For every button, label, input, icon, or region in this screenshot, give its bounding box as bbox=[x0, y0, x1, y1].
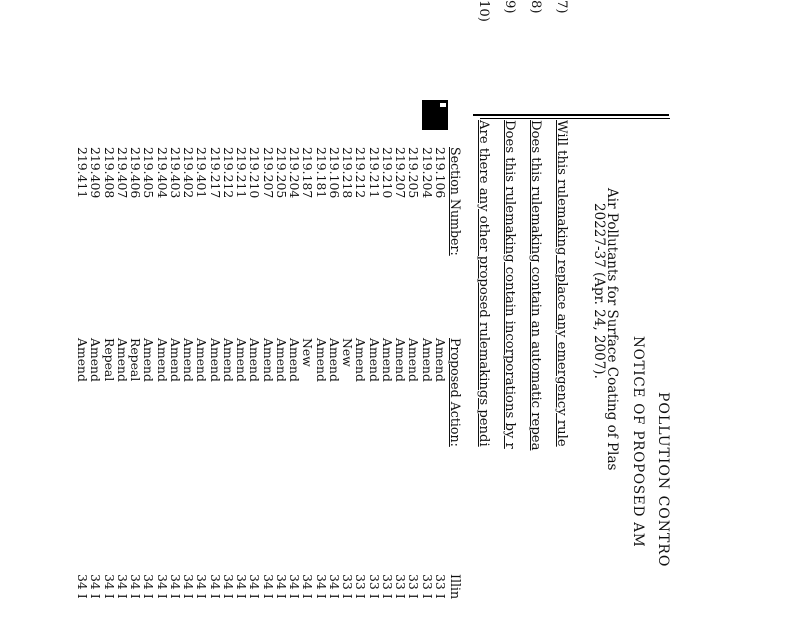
register-cell: 34 I bbox=[88, 574, 104, 599]
citation-line: 20227-37 (Apr. 24, 2007). bbox=[591, 203, 607, 379]
proposed-action-cell: Amend bbox=[207, 338, 223, 382]
register-cell: 34 I bbox=[141, 574, 157, 599]
register-cell: 34 I bbox=[327, 574, 342, 599]
section-number-cell: 219.404 bbox=[154, 147, 170, 199]
register-cell: 34 I bbox=[75, 574, 91, 599]
proposed-action-cell: Amend bbox=[247, 338, 263, 382]
question-number: 7) bbox=[554, 0, 569, 14]
register-header: Illin bbox=[448, 574, 463, 600]
proposed-action-cell: Amend bbox=[260, 338, 276, 382]
section-number-cell: 219.210 bbox=[247, 147, 263, 199]
proposed-action-header: Proposed Action: bbox=[448, 338, 463, 447]
question-text: Will this rulemaking replace any emergency rule bbox=[554, 120, 569, 447]
proposed-action-cell: Amend bbox=[419, 338, 435, 382]
section-number-cell: 219.405 bbox=[141, 147, 157, 199]
notice-heading: NOTICE OF PROPOSED AM bbox=[630, 336, 646, 548]
register-cell: 34 I bbox=[168, 574, 183, 599]
question-text: Does this rulemaking contain an automatic repea bbox=[528, 120, 543, 451]
proposed-action-cell: Amend bbox=[393, 338, 409, 382]
section-number-cell: 219.212 bbox=[353, 147, 369, 199]
register-cell: 34 I bbox=[247, 574, 263, 599]
proposed-action-cell: Amend bbox=[327, 338, 342, 382]
proposed-action-cell: Amend bbox=[353, 338, 369, 382]
proposed-action-cell: Repeal bbox=[128, 338, 144, 382]
register-cell: 34 I bbox=[194, 574, 210, 599]
section-number-cell: 219.401 bbox=[194, 147, 210, 199]
section-number-cell: 219.205 bbox=[274, 147, 289, 199]
section-number-cell: 219.204 bbox=[419, 147, 435, 199]
section-number-cell: 219.106 bbox=[327, 147, 342, 199]
register-cell: 33 I bbox=[340, 574, 356, 599]
document-title: POLLUTION CONTRO bbox=[655, 392, 671, 568]
register-cell: 34 I bbox=[128, 574, 144, 599]
scan-rule bbox=[473, 114, 669, 116]
proposed-action-cell: Amend bbox=[154, 338, 170, 382]
proposed-action-cell: Amend bbox=[234, 338, 250, 382]
proposed-action-cell: Amend bbox=[406, 338, 422, 382]
proposed-action-cell: Amend bbox=[168, 338, 183, 382]
proposed-action-cell: Repeal bbox=[101, 338, 117, 382]
proposed-action-cell: New bbox=[300, 338, 316, 367]
register-cell: 33 I bbox=[419, 574, 435, 599]
register-cell: 33 I bbox=[433, 574, 448, 599]
register-cell: 33 I bbox=[353, 574, 369, 599]
register-cell: 34 I bbox=[274, 574, 289, 599]
register-cell: 34 I bbox=[221, 574, 236, 599]
proposed-action-cell: Amend bbox=[88, 338, 104, 382]
section-number-cell: 219.207 bbox=[393, 147, 409, 199]
section-number-cell: 219.217 bbox=[207, 147, 223, 199]
register-cell: 34 I bbox=[207, 574, 223, 599]
proposed-action-cell: Amend bbox=[181, 338, 197, 382]
scan-mark bbox=[440, 103, 446, 107]
question-number: 10) bbox=[476, 0, 491, 22]
section-number-cell: 219.402 bbox=[181, 147, 197, 199]
section-number-cell: 219.210 bbox=[380, 147, 395, 199]
proposed-action-cell: New bbox=[340, 338, 356, 367]
section-number-header: Section Number: bbox=[448, 147, 463, 256]
proposed-action-cell: Amend bbox=[313, 338, 329, 382]
register-cell: 34 I bbox=[300, 574, 316, 599]
proposed-action-cell: Amend bbox=[380, 338, 395, 382]
section-number-cell: 219.406 bbox=[128, 147, 144, 199]
register-cell: 34 I bbox=[154, 574, 170, 599]
register-cell: 34 I bbox=[313, 574, 329, 599]
register-cell: 33 I bbox=[393, 574, 409, 599]
proposed-action-cell: Amend bbox=[366, 338, 382, 382]
proposed-action-cell: Amend bbox=[287, 338, 303, 382]
register-cell: 34 I bbox=[234, 574, 250, 599]
proposed-action-cell: Amend bbox=[274, 338, 289, 382]
proposed-action-cell: Amend bbox=[75, 338, 91, 382]
proposed-action-cell: Amend bbox=[221, 338, 236, 382]
register-cell: 33 I bbox=[406, 574, 422, 599]
register-cell: 34 I bbox=[287, 574, 303, 599]
question-text: Does this rulemaking contain incorporations by r bbox=[502, 120, 517, 449]
question-text: Are there any other proposed rulemakings pendi bbox=[476, 120, 491, 447]
register-cell: 34 I bbox=[101, 574, 117, 599]
scan-rule bbox=[480, 118, 670, 119]
register-cell: 34 I bbox=[260, 574, 276, 599]
question-number: 9) bbox=[502, 0, 517, 14]
section-number-cell: 219.106 bbox=[433, 147, 448, 199]
question-number: 8) bbox=[528, 0, 543, 14]
proposed-action-cell: Amend bbox=[433, 338, 448, 382]
section-number-cell: 219.211 bbox=[234, 147, 250, 199]
section-number-cell: 219.207 bbox=[260, 147, 276, 199]
section-number-cell: 219.212 bbox=[221, 147, 236, 199]
section-number-cell: 219.409 bbox=[88, 147, 104, 199]
section-number-cell: 219.205 bbox=[406, 147, 422, 199]
section-number-cell: 219.403 bbox=[168, 147, 183, 199]
section-number-cell: 219.211 bbox=[366, 147, 382, 199]
section-number-cell: 219.407 bbox=[115, 147, 130, 199]
section-number-cell: 219.181 bbox=[313, 147, 329, 199]
proposed-action-cell: Amend bbox=[115, 338, 130, 382]
section-number-cell: 219.408 bbox=[101, 147, 117, 199]
section-number-cell: 219.411 bbox=[75, 147, 91, 199]
section-number-cell: 219.218 bbox=[340, 147, 356, 199]
register-cell: 33 I bbox=[366, 574, 382, 599]
register-cell: 34 I bbox=[115, 574, 130, 599]
register-cell: 33 I bbox=[380, 574, 395, 599]
register-cell: 34 I bbox=[181, 574, 197, 599]
proposed-action-cell: Amend bbox=[141, 338, 157, 382]
section-number-cell: 219.204 bbox=[287, 147, 303, 199]
subject-line: Air Pollutants for Surface Coating of Plas bbox=[604, 188, 620, 471]
proposed-action-cell: Amend bbox=[194, 338, 210, 382]
section-number-cell: 219.187 bbox=[300, 147, 316, 199]
rotated-document-page bbox=[75, 0, 671, 618]
